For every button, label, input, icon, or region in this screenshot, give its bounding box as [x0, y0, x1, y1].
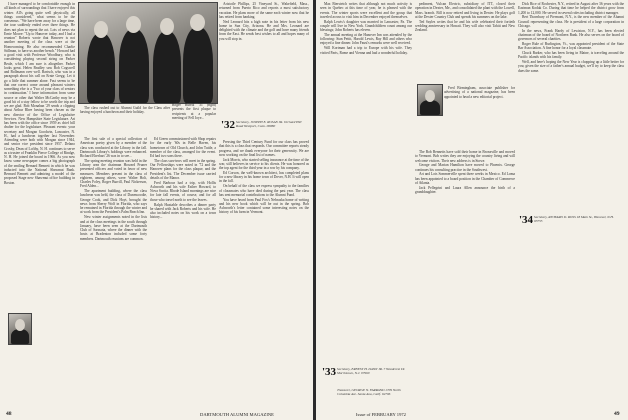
right-page-issue: Issue of FEBRUARY 1972 — [356, 412, 406, 417]
right-page — [316, 0, 628, 420]
portrait-right-photo — [417, 84, 443, 116]
column-1 — [4, 2, 75, 412]
group-photo-caption: Roger Burrill '31 (right) presents the first plaque to recipients at a popular meeting of Fell Joye... — [172, 103, 216, 120]
column-2-head: The class rushed out to Alumni Guild for the Class after having enjoyed a luncheon and their holiday. — [80, 106, 170, 115]
right-column-2: The Bob Bennetts have sold their home in Bronxville and moved to Vermont. Bob writes they are enjoying the country living and will welcome visitors. Their new address is in Stowe. George and Marian Hamilton have moved to Phoenix. George continues his consulting practice in the Southwest. Art and Lois Sommerville spent three weeks in Mexico. Ed Loma has been appointed to a board position in the Chamber of Commerce of Atlanta. Jack Pellegrini and Laura Allen announce the birth of a granddaughter. — [415, 150, 515, 195]
right-column-3: Dick Rice of Rochester, N.Y., retired in August after 36 years with the Eastman Kodak Co. During that time he helped the district grow from 1,200 to 12,000. He served in several roles including district manager. Bert Thornbury of Piermont, N.Y., is the new member of the Alumni Council representing the class. He is president of a large corporation in Chicago. In the news, Frank Hardy of Lewiston, N.Y., has been elected chairman of the board of Northern Bank. He also serves on the board of governors of several charities. Roger Rule of Burlington, Vt., was appointed president of the State Bar Association. A fine honor for a loyal classmate. Chuck Barker, who has been living in Maine, is traveling around the Pacific islands with his family. Well, and here's hoping the New Year is chopping up a little better for you; given the size of a father's annual budget, we'll try to keep the class dues the same. — [518, 2, 624, 73]
class-number-32: '32 — [221, 119, 236, 131]
portrait-left-photo — [8, 313, 32, 345]
column-1-text: I have managed to be comfortable enough in all kinds of surroundings that I have enjoyed this winter. All's going quite well physically, all things considered," what seems to be the consensus. "We have been away for a large time, the tour suddenly ended over three things. He does not plan to repeat the act. Lots of news via Ernie Moore: "Up to Hanover today, and I had a reunion" Roberts wrote that Hanover is not another meeting of the class were at the Homecoming. He also recommended Charlie Stillman, to have us another bench." Howard had a good visit with Professor Woodbury, who is considering playing second string on Parker Beale, which I am sure is altogether. Parker looks great. Helen Bradley saw Bob Cogswell and Bollmann over well. Bartsch, who was in a paragraph about his call on Ernie Gregg. Let it go a little that summer alone. Fast seems to be that one correct come around pleasant winters something else is a 'Two of your class of seniors in continuation.' I have information from some source or other that Walter McCarthy may be a good bit of a stay fellow to be worth the trip and we are glad. Bob Monahan '29 sends a clipping about Arthur Rhee having been chosen as the new director of the Office of Legislative Services. New Hampshire State Legislature. Art has been with the office since 1959 as chief bill drafter for the legislature. Pleasant events: your secretary and Morgan Goodwin, Lancaster, N. H., had a luncheon together last November. Attending were both with Morgan since 1944, and senior vice president since 1957. Delano Crosby, Dean of Lofthy, N. H. continues to serve as a trustee of Franklin Pierce College of Rindge, N. H. He joined the board in 1966. As you now know some newspaper comes a big photograph of the smiling Bernard Bennett in which he was inducted into the National Shawmut Bank. Bernard Bennett and admiring a model of the proposed Stage new Shawmut office building in Boston. — [4, 2, 75, 185]
class-34-secretary: Secretary, RICHARD D. ROSS 18 Main St., Hanover, N.H. 03755 — [534, 215, 614, 223]
left-page — [0, 0, 313, 420]
right-column-2-top: pediment, Vulcan Electric, subsidiary of ITT, closed their operation in Dexter, Me., and consolidated the plant with the Lowell, Mass. branch. Bill is now retired and living in Dexter. He plays golf at the Dexter Country Club and spends his summers on the lake. Ted Sayles writes that he and his wife celebrated their fortieth wedding anniversary in Hawaii. They will also visit Tahiti and New Zealand. — [415, 2, 515, 33]
left-page-number: 48 — [6, 411, 12, 417]
right-column-1: Max Biersteich writes that although not much activity is seen in Quebec at this time of year, he is pleased with the events. The winter sports were excellent and the group that traveled across to visit him in December enjoyed themselves. Ralph Lewis's daughter was married in Lancaster, Pa. The couple will live in New York. Grandchildren count among our blessings; John Roberts has eleven. The annual meeting at the Hanover Inn was attended by the following: Stan Pettit, Harold Lewis, Ray Hill and others who enjoyed a fine dinner. John Faust's remarks were well received. Will Kortman had a trip to Europe with his wife. They visited Paris, Rome and Vienna and had a wonderful holiday. — [320, 2, 412, 55]
class-number-34: '34 — [519, 214, 534, 226]
class-33-secretary: Secretary, ERNEST H. DANN JR. 7 Woodcrest Dr. Morristown, N.J. 07960 — [337, 367, 406, 375]
right-page-number: 49 — [614, 411, 620, 417]
column-4: Pressing the Third Century Fund for our class has proved that this is a class that responds. Our committee reports steady progress, and we thank everyone for their generosity. We are now working on the final list of names. Jack Morris, who started selling insurance at the time of the war, still believes in service to his clients. He was honored as the top agent for the third year in a row by his company. Ed Corson, the well-known architect, has completed plans for a new library in his home town of Dover, N.H. It will open in the fall. On behalf of the class we express sympathy to the families of classmates who have died during the past year. The class has sent memorial contributions to the Alumni Fund. You have heard from Paul Fox's Nebraska home of writing and his new book which will be out in the spring. Bob Ashworth's letter contained some interesting notes on the history of his farm in Vermont. — [219, 140, 309, 215]
class-33-treasurer: Treasurer, GEORGE N. FARRAND 1709 North Columbia Ave. Santa Ana, Calif. 92706 — [337, 388, 401, 396]
class-32-secretary: Secretary, JOSEPH E. ROSAN JR. Orchard Hill Road Westport, Conn. 06880 — [236, 120, 302, 128]
column-3: Ed Green commissioned with Shop repairs for the early '60s in Belle Haven, his hometown of Old Church, and John Tuttle, a member of the class, arranged for the event. Ed had two sons there. The class survivors will meet in the spring. Our Fellowships were noted in '72 and the Hanover plans for the class plaque, and the President's list. The December issue carried details of the Manor. Fred Barbour had a trip, with Hollis Ashworth and his wife Esther Howard, to Nova Scotia. Rhode Island mornings are nice for late fall events, of course, and for all those who travel north to see the leaves. Ralph Huxtable describes a dinner party he shared with Jack Roberts and his wife. He also included notes on his work on a town history... — [150, 137, 216, 220]
group-photo — [78, 2, 218, 104]
column-2: The first sale of a special collection of American poetry given by a member of the class was conducted at the Library in the fall. Dartmouth Library's holdings were enhanced. Richard Eberhart '26 was in to see... The spring meeting reunion was held in the Library area the chairman Howard Pruner presented officers and voted in favor of new measures. Members present in the class of eighteen, among others, were: Walter Holt, Charles Foley, Roger Burrill, Paul Nickerson, Fred Alden... The apartment building, where the class luncheon was held, the class of Dunnwoodie, George Cook, and Dick Hoyt, brought the news from Sherry Wolf in Florida, who says he remained in Florida through the winter and at work from the President's Palm Beach Inn. New winter assignments noted in the lists and at the class meetings in the south through January, have been seen at the Dartmouth Club of Sarasota, where the dinner with the hosts at Bradenton included some forty members. Dartmouth reunions are common. — [80, 137, 147, 241]
birmingham-paragraph: Fred Birmingham, associate publisher for advertising of a national magazine, has been appointed to head a new editorial project. — [444, 86, 515, 99]
class-number-33: '33 — [322, 366, 337, 378]
column-4-top: Aristotle Phillips, 25 Vineyard St., Wakefield, Mass., returned from Puerto Rico and reports a most satisfactory vacation. He plans more of the same each winter now that he has retired from banking. Ned Leonard hits a high note in his letter from his new home in Sun City, Arizona. He and Mrs. Leonard are delighted with the climate and the golf and have many friends from the East. He sends best wishes to all and hopes many of you will stop in. — [219, 2, 309, 41]
left-page-magazine: DARTMOUTH ALUMNI MAGAZINE — [200, 412, 274, 417]
